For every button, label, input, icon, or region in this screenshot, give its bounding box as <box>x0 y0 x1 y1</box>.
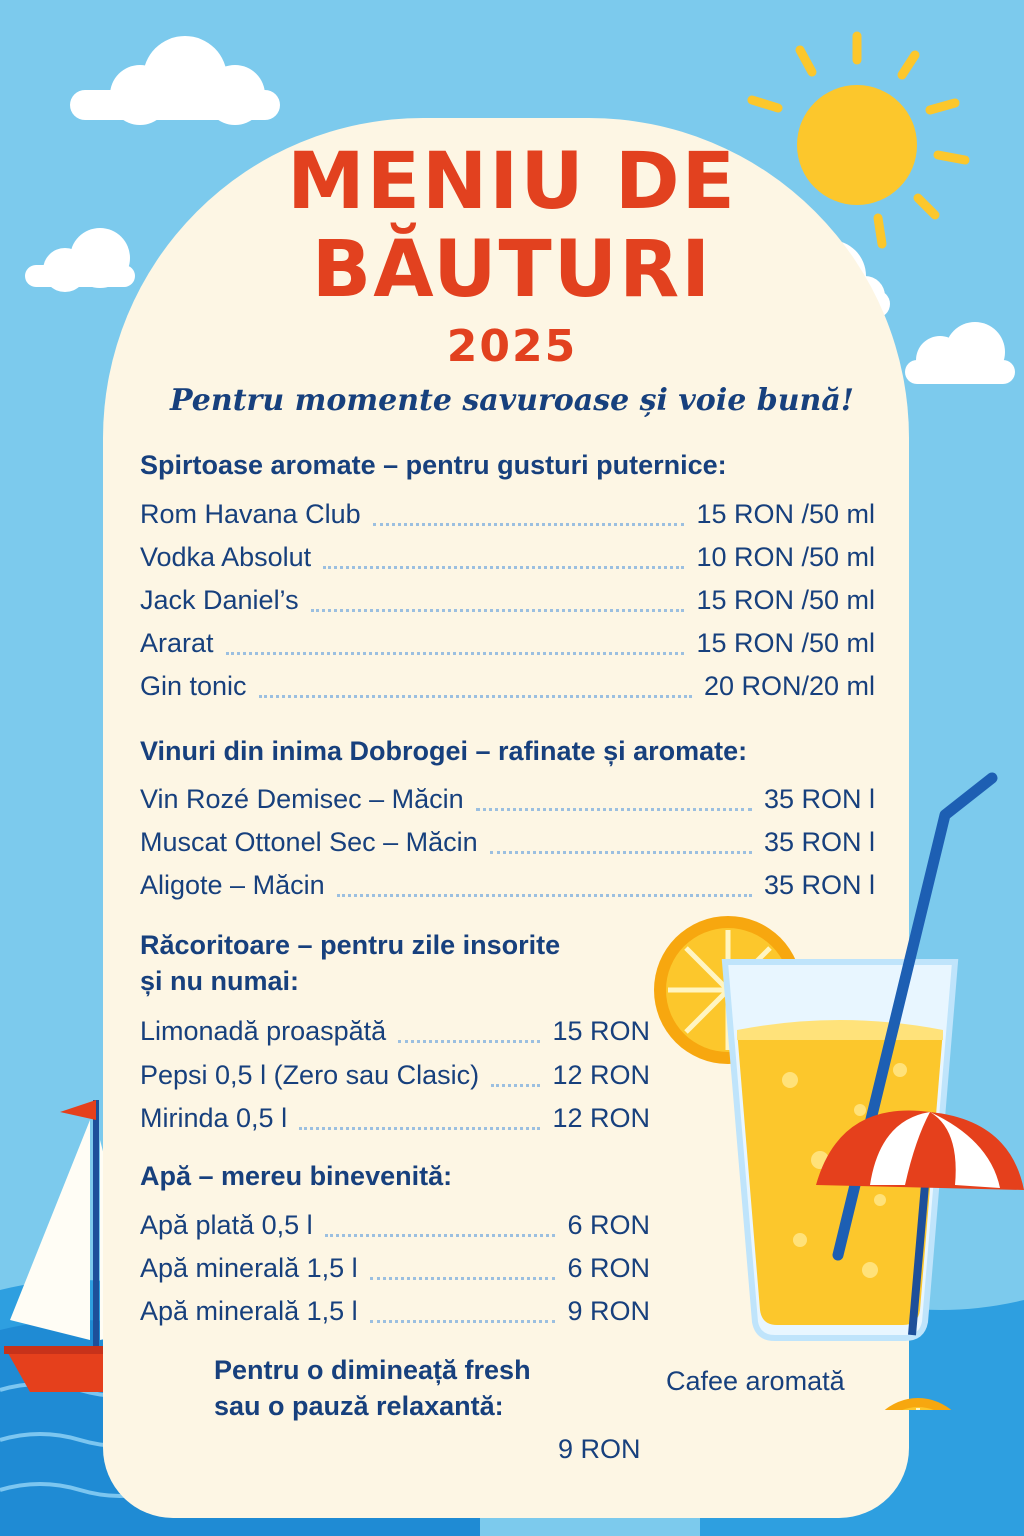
item-name: Gin tonic <box>140 670 247 701</box>
lemon-slice-icon <box>866 1398 970 1410</box>
dotted-leader <box>490 851 752 854</box>
section-heading-soft-drinks-2: și nu numai: <box>140 966 300 996</box>
item-price: 35 RON l <box>763 826 875 857</box>
section-heading-soft-drinks-1: Răcoritoare – pentru zile insorite <box>140 930 561 960</box>
list-item <box>140 623 875 663</box>
list-item <box>140 1098 650 1138</box>
item-price: 35 RON l <box>763 783 875 814</box>
item-name: Vodka Absolut <box>140 541 312 572</box>
item-name: Aligote – Măcin <box>140 869 325 900</box>
item-name: Apă plată 0,5 l <box>140 1209 313 1240</box>
item-price: 12 RON <box>552 1102 650 1133</box>
dotted-leader <box>373 523 685 526</box>
item-price: 6 RON <box>567 1252 650 1283</box>
item-price: 15 RON /50 ml <box>696 498 875 529</box>
item-name: Mirinda 0,5 l <box>140 1102 288 1133</box>
item-name: Pepsi 0,5 l (Zero sau Clasic) <box>140 1059 480 1090</box>
item-price: 6 RON <box>567 1209 650 1240</box>
title-line-1: MENIU DE <box>287 137 737 227</box>
dotted-leader <box>226 652 685 655</box>
item-price: 15 RON <box>552 1015 650 1046</box>
coffee-heading-1: Pentru o dimineață fresh <box>214 1355 531 1385</box>
list-item <box>140 537 875 577</box>
item-name: Apă minerală 1,5 l <box>140 1252 358 1283</box>
coffee-heading-2: sau o pauză relaxantă: <box>214 1391 504 1421</box>
item-price: 15 RON /50 ml <box>696 584 875 615</box>
list-item <box>140 666 875 706</box>
list-item <box>140 1011 650 1051</box>
item-name: Vin Rozé Demisec – Măcin <box>140 783 464 814</box>
list-item <box>140 1291 650 1331</box>
dotted-leader <box>311 609 685 612</box>
item-price: 10 RON /50 ml <box>696 541 875 572</box>
dotted-leader <box>476 808 752 811</box>
section-heading-wines: Vinuri din inima Dobrogei – rafinate și aromate: <box>140 736 748 766</box>
item-price: 15 RON /50 ml <box>696 627 875 658</box>
item-price: 20 RON/20 ml <box>703 670 875 701</box>
item-name: Ararat <box>140 627 214 658</box>
list-item <box>140 779 875 819</box>
list-item <box>140 1205 650 1245</box>
list-item <box>140 1055 650 1095</box>
list-item <box>140 494 875 534</box>
item-name: Rom Havana Club <box>140 498 361 529</box>
title-line-2: BĂUTURI <box>311 225 713 315</box>
item-price: 35 RON l <box>763 869 875 900</box>
dotted-leader <box>370 1277 556 1280</box>
item-name: Apă minerală 1,5 l <box>140 1295 358 1326</box>
list-item <box>140 580 875 620</box>
section-heading-spirits: Spirtoase aromate – pentru gusturi puternice: <box>140 450 727 480</box>
section-heading-water: Apă – mereu binevenită: <box>140 1161 453 1191</box>
item-name: Jack Daniel’s <box>140 584 299 615</box>
list-item <box>140 865 875 905</box>
item-name: Muscat Ottonel Sec – Măcin <box>140 826 478 857</box>
dotted-leader <box>491 1084 540 1087</box>
dotted-leader <box>299 1127 540 1130</box>
item-price: 9 RON <box>567 1295 650 1326</box>
dotted-leader <box>370 1320 556 1323</box>
dotted-leader <box>259 695 692 698</box>
item-price: 12 RON <box>552 1059 650 1090</box>
list-item <box>140 822 875 862</box>
item-name: Limonadă proaspătă <box>140 1015 387 1046</box>
coffee-price: 9 RON <box>558 1434 641 1464</box>
dotted-leader <box>325 1234 556 1237</box>
list-item <box>140 1248 650 1288</box>
dotted-leader <box>337 894 752 897</box>
coffee-label: Cafee aromată <box>666 1366 845 1396</box>
subtitle: Pentru momente savuroase și voie bună! <box>170 383 854 418</box>
year-label: 2025 <box>446 321 578 372</box>
dotted-leader <box>398 1040 540 1043</box>
dotted-leader <box>323 566 684 569</box>
